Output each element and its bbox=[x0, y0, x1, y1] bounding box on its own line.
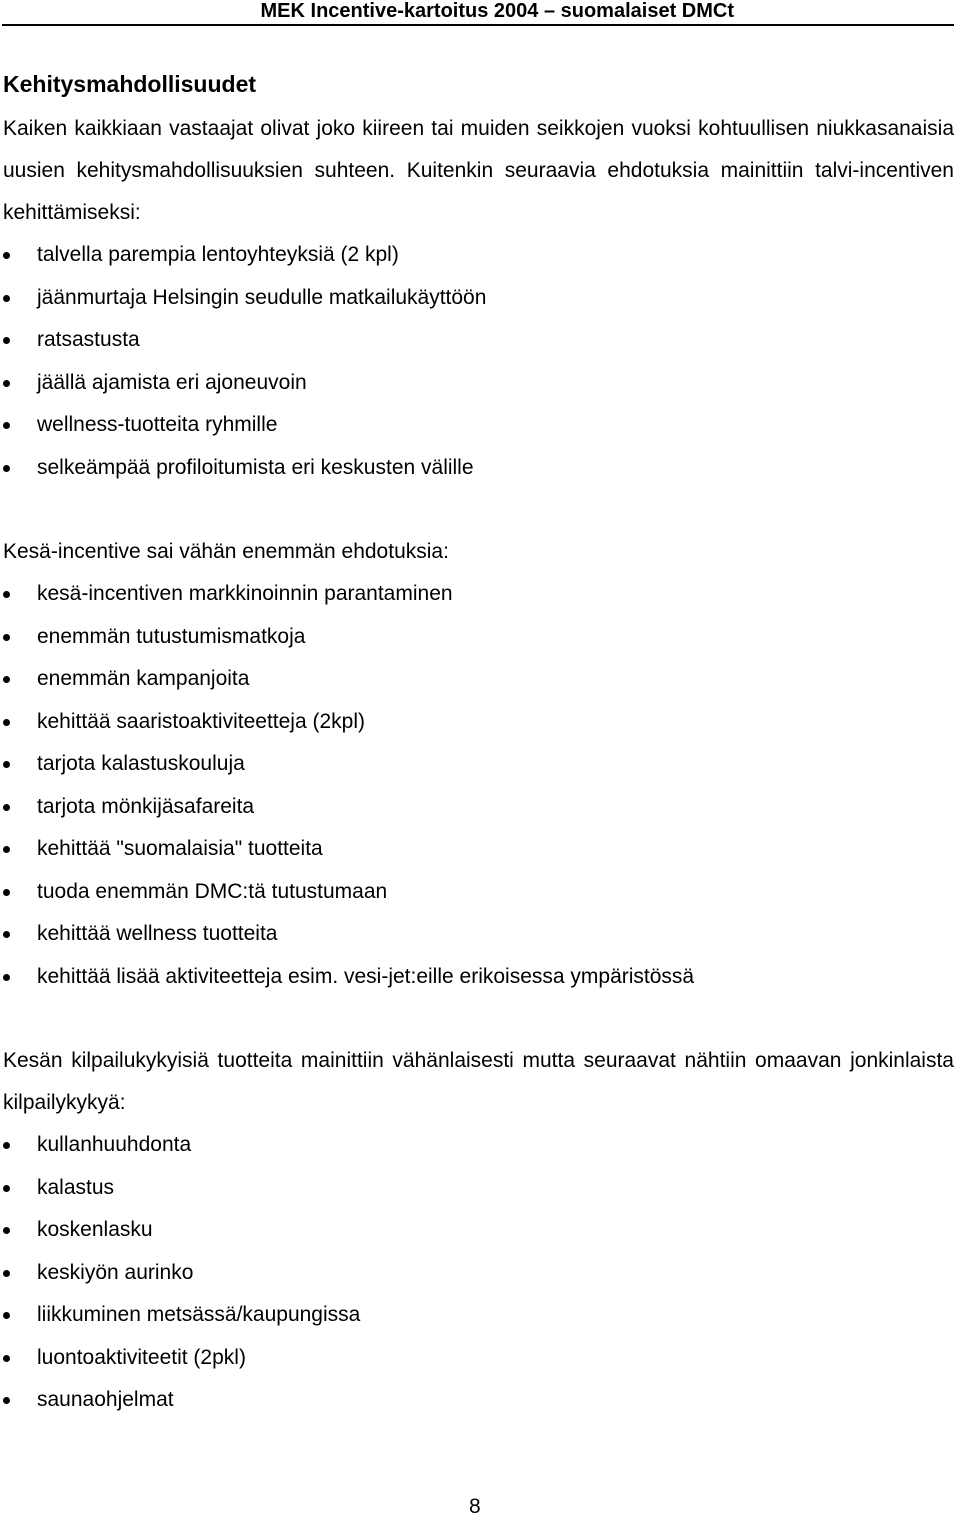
bullet-icon bbox=[3, 1185, 10, 1192]
paragraph-spacer bbox=[3, 998, 954, 1040]
bullet-icon bbox=[3, 974, 10, 981]
list-item: tarjota kalastuskouluja bbox=[3, 743, 954, 786]
bullet-icon bbox=[3, 465, 10, 472]
bullet-icon bbox=[3, 846, 10, 853]
list-item: liikkuminen metsässä/kaupungissa bbox=[3, 1294, 954, 1337]
bullet-icon bbox=[3, 761, 10, 768]
bullet-icon bbox=[3, 931, 10, 938]
bullet-icon bbox=[3, 634, 10, 641]
list-item: enemmän tutustumismatkoja bbox=[3, 616, 954, 659]
document-title: MEK Incentive-kartoitus 2004 – suomalaiset DMCt bbox=[260, 0, 734, 22]
winter-suggestions-list bbox=[3, 234, 954, 489]
summer-suggestions-list bbox=[3, 573, 954, 998]
competitive-products-list bbox=[3, 1124, 954, 1422]
list-item: kehittää wellness tuotteita bbox=[3, 913, 954, 956]
list-item: ratsastusta bbox=[3, 319, 954, 362]
bullet-icon bbox=[3, 422, 10, 429]
list-item: jäänmurtaja Helsingin seudulle matkailukäyttöön bbox=[3, 277, 954, 320]
list-item: jäällä ajamista eri ajoneuvoin bbox=[3, 362, 954, 405]
bullet-icon bbox=[3, 380, 10, 387]
bullet-icon bbox=[3, 1270, 10, 1277]
summer-intro-paragraph: Kesä-incentive sai vähän enemmän ehdotuksia: bbox=[3, 540, 449, 563]
list-item: talvella parempia lentoyhteyksiä (2 kpl) bbox=[3, 234, 954, 277]
list-item: kehittää saaristoaktiviteetteja (2kpl) bbox=[3, 701, 954, 744]
bullet-icon bbox=[3, 1397, 10, 1404]
list-item: kehittää "suomalaisia" tuotteita bbox=[3, 828, 954, 871]
list-item: tarjota mönkijäsafareita bbox=[3, 786, 954, 829]
list-item: tuoda enemmän DMC:tä tutustumaan bbox=[3, 871, 954, 914]
bullet-icon bbox=[3, 591, 10, 598]
list-item: kalastus bbox=[3, 1167, 954, 1210]
bullet-icon bbox=[3, 1312, 10, 1319]
list-item: selkeämpää profiloitumista eri keskusten välille bbox=[3, 447, 954, 490]
list-item: wellness-tuotteita ryhmille bbox=[3, 404, 954, 447]
running-header bbox=[2, 0, 954, 26]
list-item: luontoaktiviteetit (2pkl) bbox=[3, 1337, 954, 1380]
section-heading: Kehitysmahdollisuudet bbox=[3, 71, 257, 97]
bullet-icon bbox=[3, 1227, 10, 1234]
list-item: saunaohjelmat bbox=[3, 1379, 954, 1422]
paragraph-spacer bbox=[3, 489, 954, 531]
bullet-icon bbox=[3, 889, 10, 896]
competitive-intro-paragraph: Kesän kilpailukykyisiä tuotteita mainittiin vähänlaisesti mutta seuraavat nähtiin omaavan jonkinlaista kilpailykykyä: bbox=[3, 1049, 954, 1114]
page-number: 8 bbox=[469, 1495, 481, 1518]
bullet-icon bbox=[3, 676, 10, 683]
list-item: keskiyön aurinko bbox=[3, 1252, 954, 1295]
intro-paragraph: Kaiken kaikkiaan vastaajat olivat joko kiireen tai muiden seikkojen vuoksi kohtuullisen niukkasanaisia uusien kehitysmahdollisuuksien suhteen. Kuitenkin seuraavia ehdotuksia mainittiin talvi-incentiven kehittämiseksi: bbox=[3, 117, 954, 224]
list-item: kesä-incentiven markkinoinnin parantaminen bbox=[3, 573, 954, 616]
page-content bbox=[3, 64, 954, 1422]
bullet-icon bbox=[3, 1142, 10, 1149]
list-item: enemmän kampanjoita bbox=[3, 658, 954, 701]
bullet-icon bbox=[3, 719, 10, 726]
bullet-icon bbox=[3, 252, 10, 259]
bullet-icon bbox=[3, 337, 10, 344]
list-item: kullanhuuhdonta bbox=[3, 1124, 954, 1167]
bullet-icon bbox=[3, 804, 10, 811]
list-item: koskenlasku bbox=[3, 1209, 954, 1252]
bullet-icon bbox=[3, 295, 10, 302]
list-item: kehittää lisää aktiviteetteja esim. vesi-jet:eille erikoisessa ympäristössä bbox=[3, 956, 954, 999]
bullet-icon bbox=[3, 1355, 10, 1362]
